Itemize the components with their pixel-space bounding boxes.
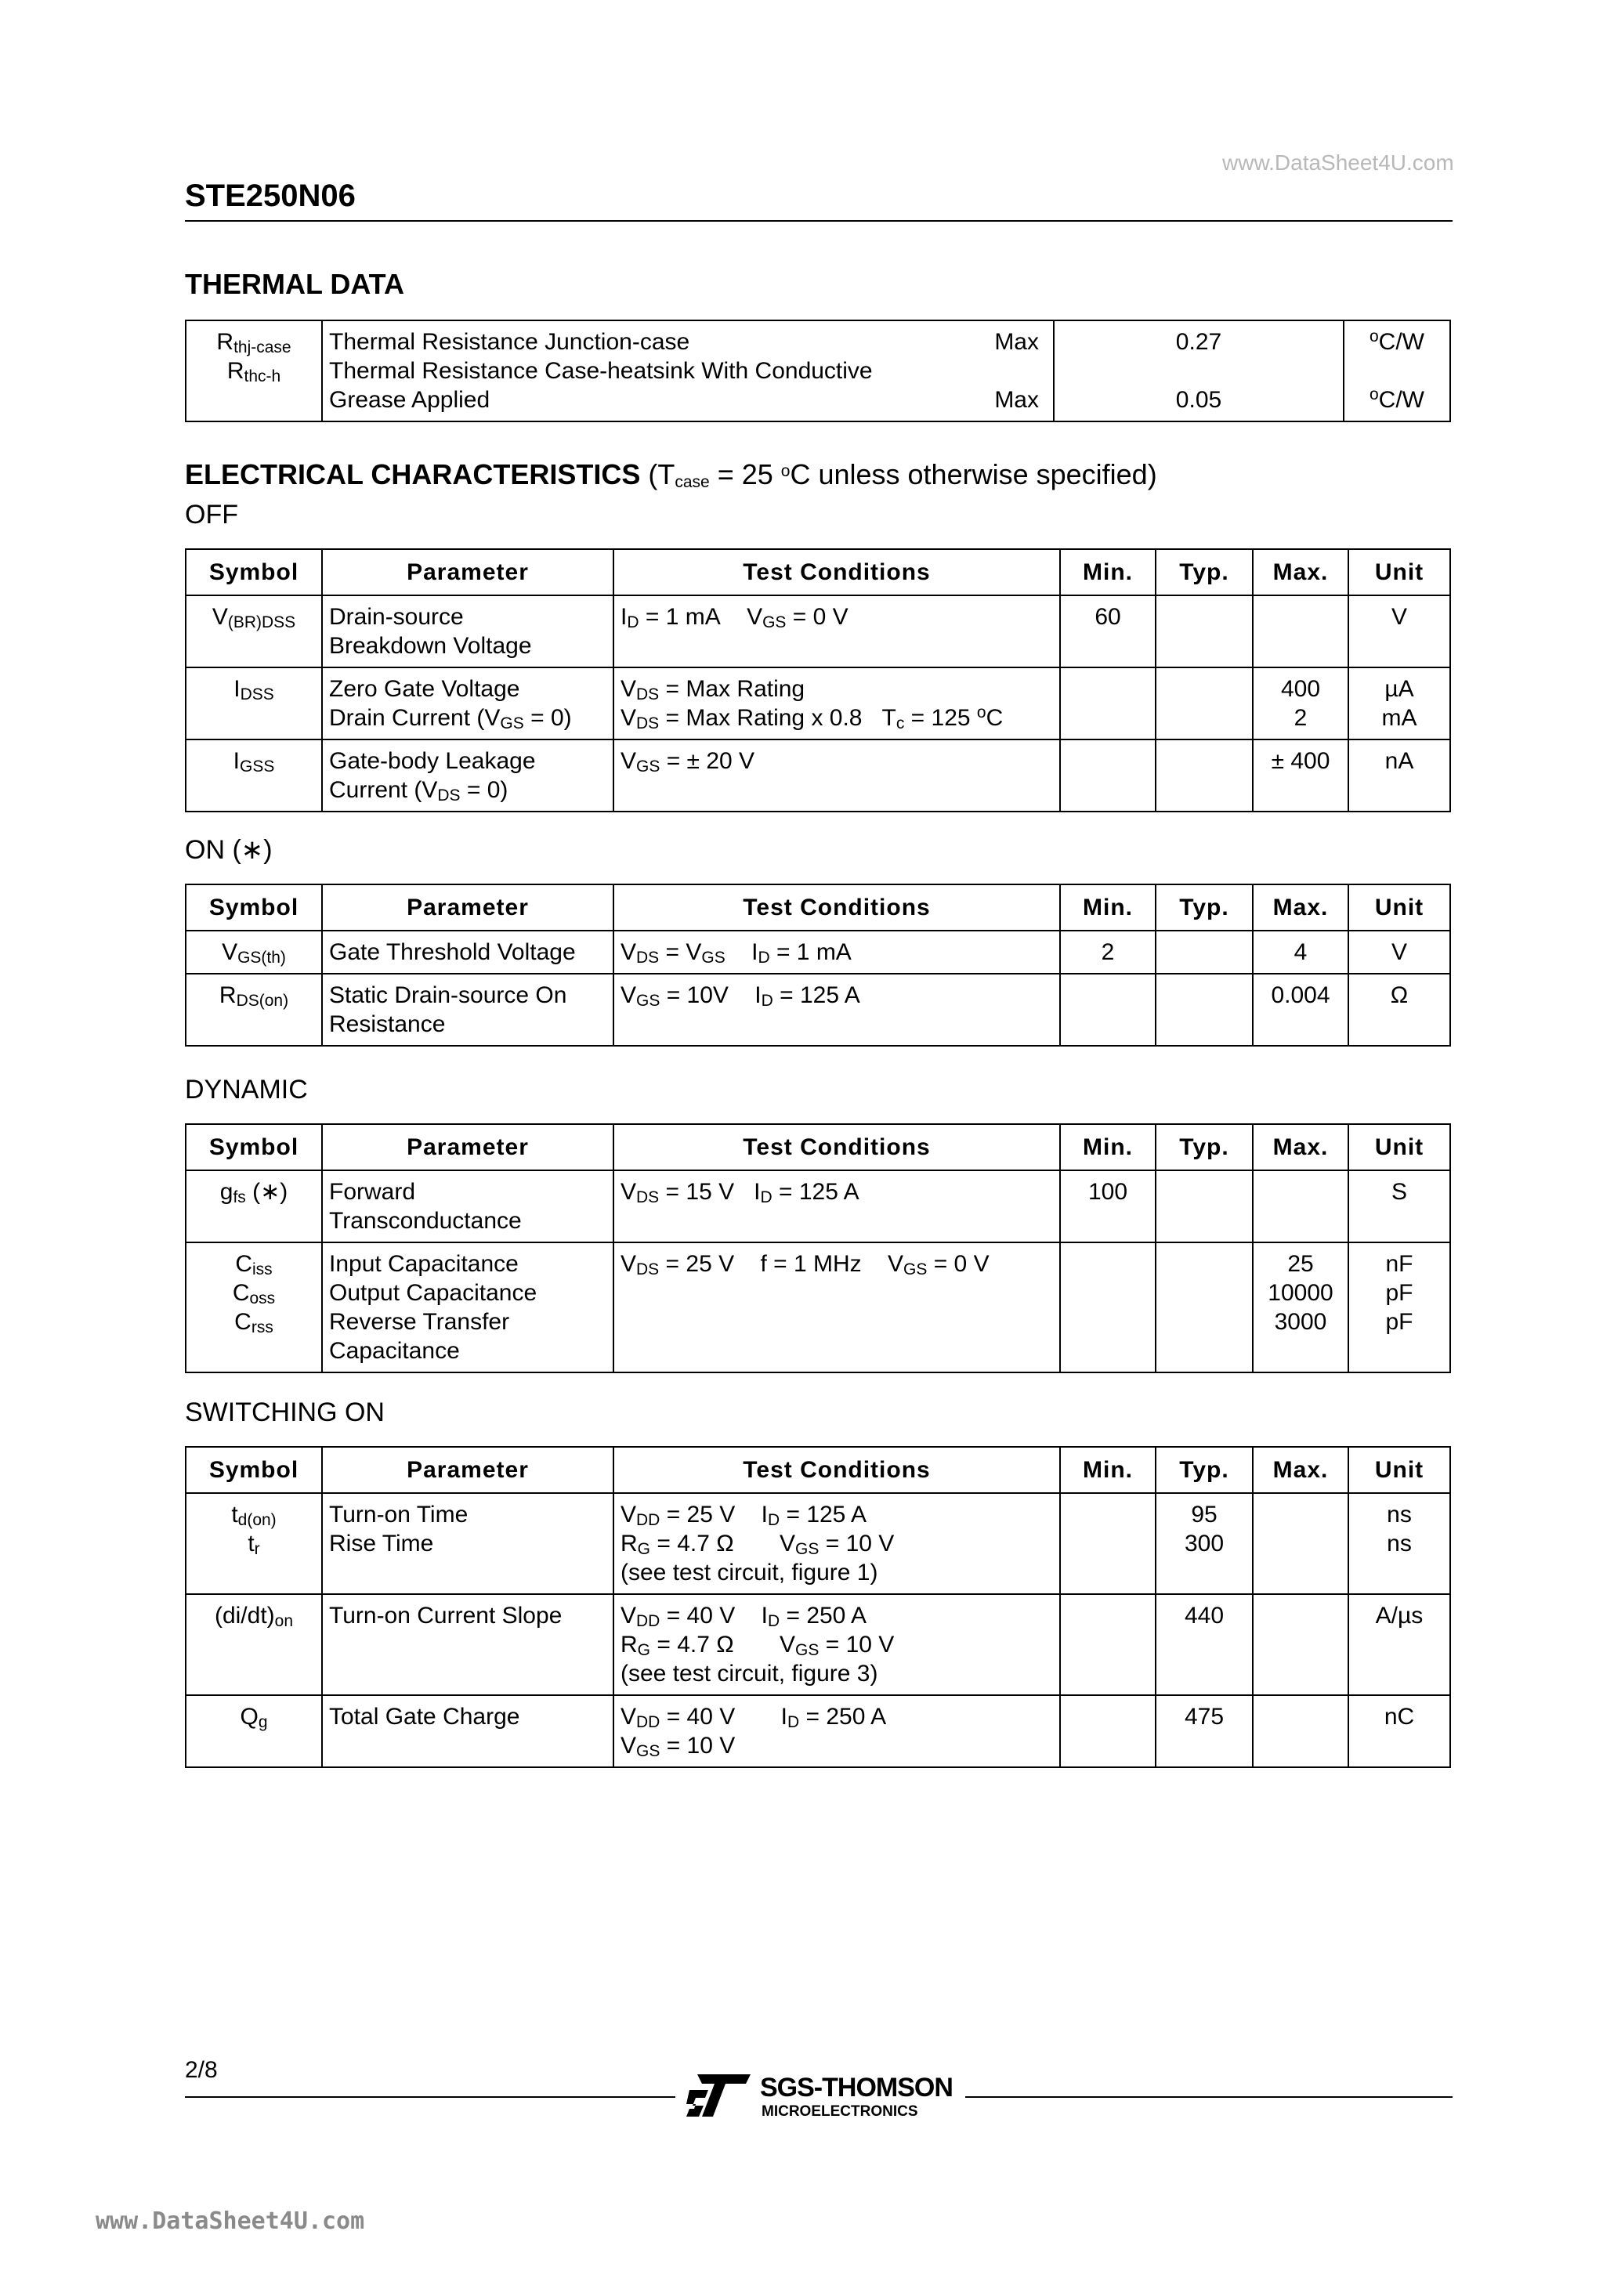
st-logo-icon — [686, 2073, 752, 2118]
col-symbol: Symbol — [186, 1447, 322, 1493]
table-row: $R_{DS(on)}$ Static Drain-source On Resistance $V_{GS} = 10V$ $I_D = 125$ A 0.004 Ω — [186, 974, 1450, 1046]
table-row: $C_{iss}$ $C_{oss}$ $C_{rss}$ Input Capacitance Output Capacitance Reverse Transfer Capacitance $V_{DS} = 25$ V f = 1 MHz $V_{GS} = 0$ V 25 10000 3000 nF pF pF — [186, 1242, 1450, 1372]
on-table — [185, 884, 1451, 1047]
table-row: $t_{d(on)}$ $t_r$ Turn-on Time Rise Time $V_{DD} = 25$ V $I_D = 125$ A $R_G = 4.7$ Ω $V_{GS} = 10$ V (see test circuit, figure 1) 95 300 ns ns — [186, 1493, 1450, 1594]
col-max: Max. — [1253, 884, 1348, 931]
title-divider — [185, 220, 1453, 222]
watermark-bottom[interactable]: www.DataSheet4U.com — [96, 2207, 365, 2235]
footer-rule-right — [965, 2096, 1453, 2098]
table-row: $I_{GSS}$ Gate-body Leakage Current $(V_{DS} = 0)$ $V_{GS}$ = ± 20 V ± 400 nA — [186, 739, 1450, 812]
electrical-heading: ELECTRICAL CHARACTERISTICS ($T_{case} = 25$ $^o$C unless otherwise specified) — [185, 458, 1157, 491]
table-row: $Q_g$ Total Gate Charge $V_{DD} = 40$ V $I_D = 250$ A $V_{GS} = 10$ V 475 nC — [186, 1695, 1450, 1767]
off-label: OFF — [185, 500, 238, 530]
watermark-top[interactable]: www.DataSheet4U.com — [1222, 150, 1454, 175]
thermal-parameter: Thermal Resistance Case-heatsink With Conductive Grease Applied Max — [322, 356, 1054, 421]
col-parameter: Parameter — [322, 1447, 613, 1493]
thermal-parameter: Thermal Resistance Junction-case Max — [322, 320, 1054, 356]
footer-rule-left — [185, 2096, 675, 2098]
col-max: Max. — [1253, 549, 1348, 595]
document-title: STE250N06 — [185, 179, 356, 213]
dynamic-label: DYNAMIC — [185, 1075, 308, 1105]
table-row: $I_{DSS}$ Zero Gate Voltage Drain Current $(V_{GS} = 0)$ $V_{DS}$ = Max Rating $V_{DS}$ = Max Rating x 0.8 $T_c = 125$ $^o$C 400 2 µA mA — [186, 667, 1450, 739]
table-row: $(di/dt)_{on}$ Turn-on Current Slope $V_{DD} = 40$ V $I_D = 250$ A $R_G = 4.7$ Ω $V_{GS} = 10$ V (see test circuit, figure 3) 440 A/µs — [186, 1594, 1450, 1695]
col-symbol: Symbol — [186, 549, 322, 595]
col-parameter: Parameter — [322, 1124, 613, 1170]
col-max: Max. — [1253, 1447, 1348, 1493]
thermal-row — [186, 356, 1450, 421]
col-test-conditions: Test Conditions — [613, 549, 1060, 595]
table-header-row — [186, 1447, 1450, 1493]
col-min: Min. — [1060, 549, 1156, 595]
col-symbol: Symbol — [186, 1124, 322, 1170]
col-test-conditions: Test Conditions — [613, 1124, 1060, 1170]
table-row: $V_{(BR)DSS}$ Drain-source Breakdown Voltage $I_D = 1$ mA $V_{GS} = 0$ V 60 V — [186, 595, 1450, 667]
brand-subtitle: MICROELECTRONICS — [762, 2103, 918, 2120]
brand-name: SGS-THOMSON — [760, 2073, 953, 2103]
col-unit: Unit — [1348, 549, 1450, 595]
col-typ: Typ. — [1156, 884, 1253, 931]
col-unit: Unit — [1348, 884, 1450, 931]
col-min: Min. — [1060, 1124, 1156, 1170]
table-row: $g_{fs}$ (∗) Forward Transconductance $V_{DS} = 15$ V $I_D = 125$ A 100 S — [186, 1170, 1450, 1242]
thermal-row — [186, 320, 1450, 356]
col-typ: Typ. — [1156, 1447, 1253, 1493]
switching-label: SWITCHING ON — [185, 1397, 385, 1427]
col-max: Max. — [1253, 1124, 1348, 1170]
table-row: $V_{GS(th)}$ Gate Threshold Voltage $V_{DS} = V_{GS}$ $I_D = 1$ mA 2 4 V — [186, 931, 1450, 974]
col-unit: Unit — [1348, 1447, 1450, 1493]
thermal-value: 0.05 — [1054, 356, 1344, 421]
col-test-conditions: Test Conditions — [613, 1447, 1060, 1493]
thermal-unit: $^o$C/W — [1344, 320, 1450, 356]
table-header-row — [186, 549, 1450, 595]
col-typ: Typ. — [1156, 549, 1253, 595]
col-test-conditions: Test Conditions — [613, 884, 1060, 931]
thermal-heading: THERMAL DATA — [185, 268, 404, 300]
thermal-value: 0.27 — [1054, 320, 1344, 356]
thermal-symbol: $R_{thc-h}$ — [186, 356, 322, 421]
dynamic-table — [185, 1123, 1451, 1373]
col-typ: Typ. — [1156, 1124, 1253, 1170]
col-unit: Unit — [1348, 1124, 1450, 1170]
col-symbol: Symbol — [186, 884, 322, 931]
on-label: ON (∗) — [185, 835, 273, 865]
off-table — [185, 548, 1451, 812]
col-parameter: Parameter — [322, 549, 613, 595]
col-min: Min. — [1060, 1447, 1156, 1493]
col-min: Min. — [1060, 884, 1156, 931]
switching-table — [185, 1446, 1451, 1768]
page-number: 2/8 — [185, 2057, 218, 2083]
table-header-row — [186, 1124, 1450, 1170]
table-header-row — [186, 884, 1450, 931]
thermal-table — [185, 320, 1451, 422]
col-parameter: Parameter — [322, 884, 613, 931]
thermal-unit: $^o$C/W — [1344, 356, 1450, 421]
thermal-symbol: $R_{thj-case}$ — [186, 320, 322, 356]
